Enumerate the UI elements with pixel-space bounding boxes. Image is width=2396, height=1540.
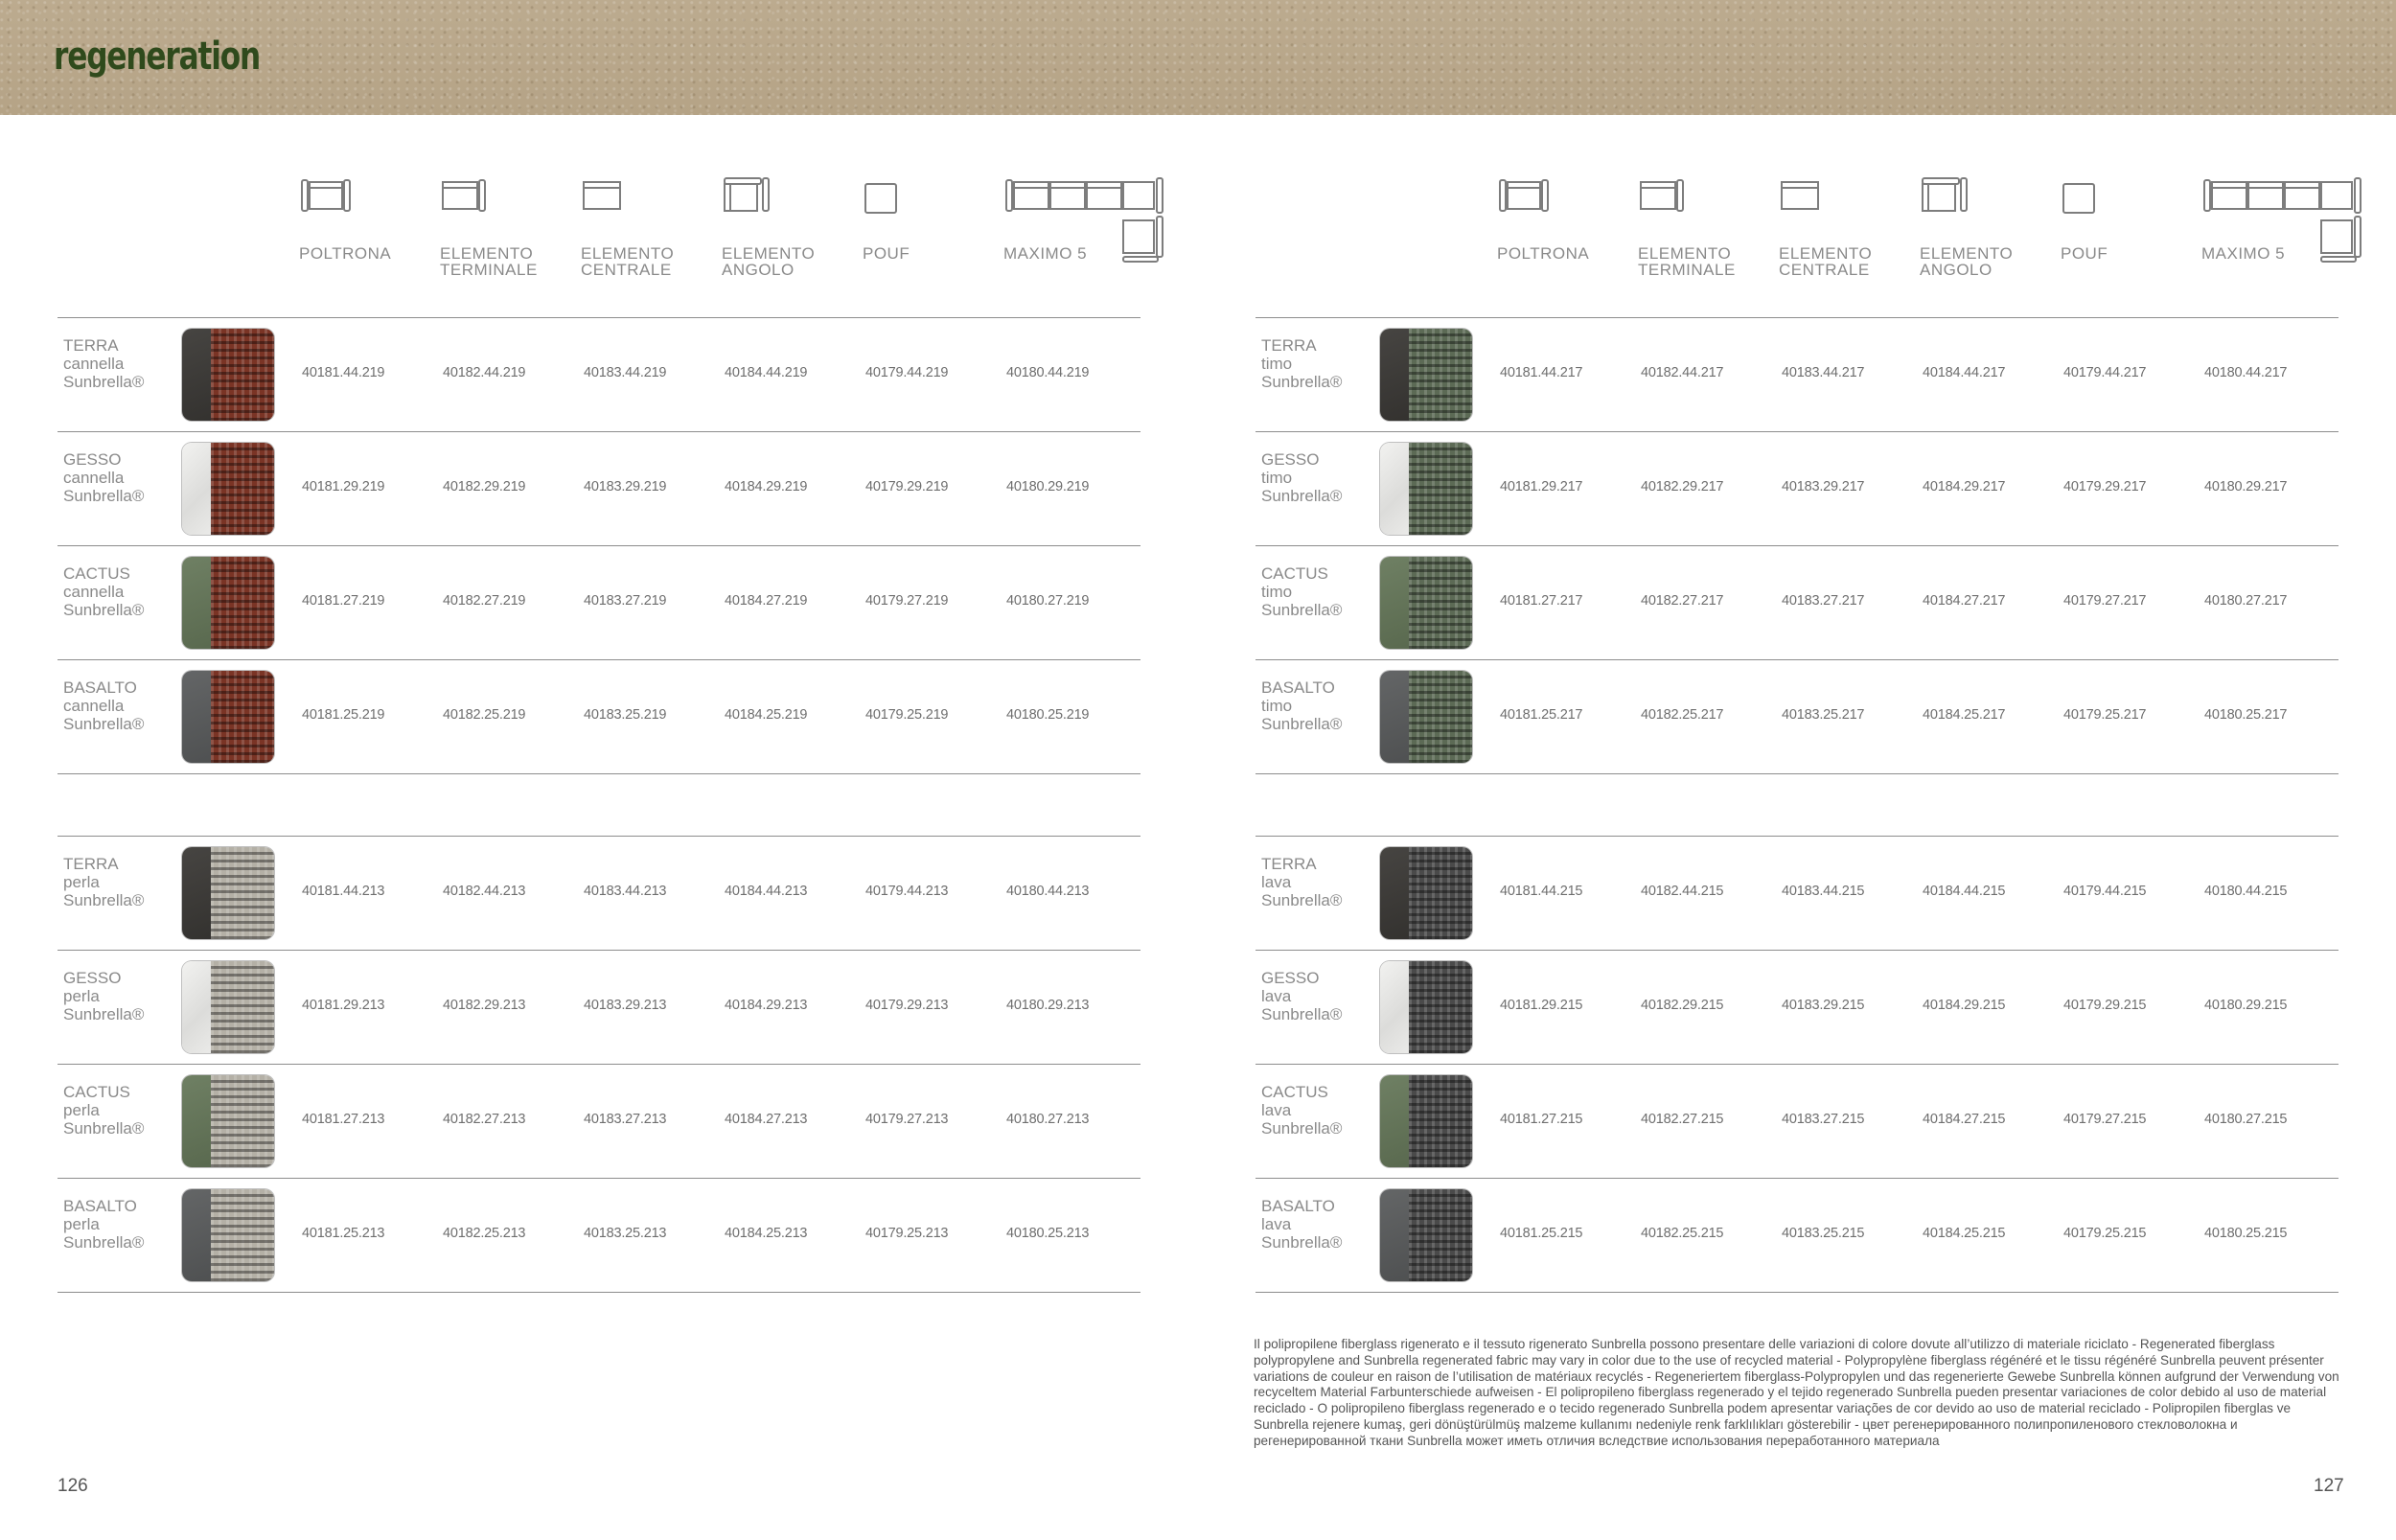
finish-name xyxy=(1261,678,1342,733)
column-headers xyxy=(58,172,1140,307)
finish-brand-label: Sunbrella® xyxy=(63,1005,145,1023)
product-code-terminale: 40182.25.215 xyxy=(1641,1226,1724,1241)
maximo-5-icon xyxy=(2201,172,2336,226)
finish-name xyxy=(63,1197,144,1252)
finish-name xyxy=(1261,336,1342,391)
finish-name xyxy=(63,450,144,505)
product-code-maximo: 40180.27.213 xyxy=(1006,1112,1090,1127)
product-code-poltrona: 40181.44.213 xyxy=(302,884,385,899)
product-code-maximo: 40180.29.213 xyxy=(1006,998,1090,1013)
finish-swatch xyxy=(182,329,274,421)
product-code-pouf: 40179.27.215 xyxy=(2063,1112,2147,1127)
product-code-pouf: 40179.27.219 xyxy=(865,593,949,609)
finish-fabric-label: perla xyxy=(63,873,100,891)
finish-frame-label: CACTUS xyxy=(63,1083,130,1101)
finish-frame-label: BASALTO xyxy=(1261,678,1335,697)
table-row xyxy=(58,950,1140,1064)
frame-color-sample xyxy=(182,1075,211,1167)
frame-color-sample xyxy=(1380,961,1409,1053)
finish-name xyxy=(1261,1083,1342,1138)
column-header-centrale xyxy=(581,172,715,279)
product-code-maximo: 40180.27.215 xyxy=(2204,1112,2288,1127)
row-divider xyxy=(1256,773,2338,774)
finish-fabric-label: cannella xyxy=(63,583,125,601)
finish-fabric-label: timo xyxy=(1261,355,1293,373)
finish-swatch xyxy=(1380,671,1472,763)
product-code-terminale: 40182.29.219 xyxy=(443,479,526,494)
product-code-terminale: 40182.27.213 xyxy=(443,1112,526,1127)
product-code-pouf: 40179.27.213 xyxy=(865,1112,949,1127)
table-row xyxy=(58,836,1140,950)
product-code-angolo: 40184.25.215 xyxy=(1923,1226,2006,1241)
central-element-icon xyxy=(1779,172,1913,226)
table-row xyxy=(58,659,1140,773)
finish-name xyxy=(1261,855,1342,909)
product-code-poltrona: 40181.29.217 xyxy=(1500,479,1583,494)
frame-color-sample xyxy=(182,847,211,939)
table-row xyxy=(1256,950,2338,1064)
fabric-color-sample xyxy=(1409,671,1472,763)
product-code-centrale: 40183.25.219 xyxy=(584,707,667,723)
finish-name xyxy=(63,564,144,619)
finish-fabric-label: timo xyxy=(1261,469,1293,487)
product-code-centrale: 40183.44.219 xyxy=(584,365,667,380)
finish-swatch xyxy=(1380,557,1472,649)
column-header-poltrona xyxy=(1497,172,1631,263)
product-code-centrale: 40183.29.215 xyxy=(1782,998,1865,1013)
product-code-terminale: 40182.29.217 xyxy=(1641,479,1724,494)
product-code-angolo: 40184.44.217 xyxy=(1923,365,2006,380)
table-row xyxy=(58,1064,1140,1178)
product-code-centrale: 40183.29.219 xyxy=(584,479,667,494)
column-label: POUF xyxy=(863,244,910,263)
product-code-maximo: 40180.27.217 xyxy=(2204,593,2288,609)
product-code-terminale: 40182.27.219 xyxy=(443,593,526,609)
end-element-icon xyxy=(1638,172,1772,226)
pouf-icon xyxy=(2061,172,2195,226)
finish-frame-label: CACTUS xyxy=(1261,564,1328,583)
finish-frame-label: BASALTO xyxy=(1261,1197,1335,1215)
product-code-terminale: 40182.29.213 xyxy=(443,998,526,1013)
product-code-maximo: 40180.44.219 xyxy=(1006,365,1090,380)
column-header-centrale xyxy=(1779,172,1913,279)
fabric-color-sample xyxy=(211,1075,274,1167)
finish-name xyxy=(1261,564,1342,619)
product-code-pouf: 40179.27.217 xyxy=(2063,593,2147,609)
finish-swatch xyxy=(1380,329,1472,421)
fabric-color-sample xyxy=(1409,443,1472,535)
corner-element-icon xyxy=(722,172,856,226)
finish-frame-label: TERRA xyxy=(1261,336,1317,355)
finish-fabric-label: perla xyxy=(63,987,100,1005)
product-code-pouf: 40179.29.219 xyxy=(865,479,949,494)
product-code-angolo: 40184.29.213 xyxy=(725,998,808,1013)
product-code-maximo: 40180.29.219 xyxy=(1006,479,1090,494)
product-code-centrale: 40183.27.213 xyxy=(584,1112,667,1127)
armchair-icon xyxy=(299,172,433,226)
product-code-pouf: 40179.44.215 xyxy=(2063,884,2147,899)
end-element-icon xyxy=(440,172,574,226)
fabric-color-sample xyxy=(211,961,274,1053)
finish-name xyxy=(1261,450,1342,505)
finish-brand-label: Sunbrella® xyxy=(1261,1005,1343,1023)
fabric-color-sample xyxy=(211,443,274,535)
row-divider xyxy=(1256,1292,2338,1293)
column-label: ELEMENTO ANGOLO xyxy=(722,244,816,279)
product-code-maximo: 40180.29.215 xyxy=(2204,998,2288,1013)
brand-logo: regeneration xyxy=(54,34,261,79)
frame-color-sample xyxy=(182,671,211,763)
product-code-angolo: 40184.25.213 xyxy=(725,1226,808,1241)
finish-brand-label: Sunbrella® xyxy=(1261,715,1343,733)
product-code-pouf: 40179.25.215 xyxy=(2063,1226,2147,1241)
column-label: MAXIMO 5 xyxy=(2201,244,2286,263)
product-code-poltrona: 40181.29.215 xyxy=(1500,998,1583,1013)
product-code-poltrona: 40181.27.215 xyxy=(1500,1112,1583,1127)
finish-frame-label: CACTUS xyxy=(63,564,130,583)
finish-frame-label: GESSO xyxy=(1261,969,1320,987)
product-code-maximo: 40180.25.213 xyxy=(1006,1226,1090,1241)
disclaimer-text: Il polipropilene fiberglass rigenerato e il tessuto rigenerato Sunbrella possono presentare delle variazioni di colore dovute all’utilizzo di materiale riciclato - Regenerated fiberglass polypropylene and Sunbrella regenerated fabric may vary in color due to the use of recycled material - Polypropylène fiberglass régénéré et le tissu régénéré Sunbrella peuvent présenter variations de couleur en raison de l’utilisation de matériaux recyclés - Regeneriertem fiberglass-Polypropylen und das regenerierte Gewebe Sunbrella können aufgrund der Verwendung von recyceltem Material Farbunterschiede aufweisen - El polipropileno fiberglass regenerado y el tejido regenerado Sunbrella pueden presentar variaciones de color debido al uso de material reciclado - O polipropileno fiberglass regenerado e o tecido regenerado Sunbrella podem apresentar variações de cor devido ao uso de material reciclado - Polipropilen fiberglas ve Sunbrella rejenere kumaş, geri dönüştürülmüş malzeme kullanımı nedeniyle renk farklılıkları gösterebilir - цвет регенерированного полипропиленового стекловолокна и регенерированной ткани Sunbrella может иметь отличия вследствие использования переработанного материала xyxy=(1254,1337,2339,1448)
column-header-angolo xyxy=(722,172,856,279)
finish-fabric-label: lava xyxy=(1261,873,1292,891)
finish-frame-label: CACTUS xyxy=(1261,1083,1328,1101)
product-code-pouf: 40179.44.217 xyxy=(2063,365,2147,380)
product-code-poltrona: 40181.44.215 xyxy=(1500,884,1583,899)
finish-name xyxy=(63,678,144,733)
product-code-centrale: 40183.44.217 xyxy=(1782,365,1865,380)
frame-color-sample xyxy=(1380,329,1409,421)
table-row xyxy=(1256,1178,2338,1292)
column-header-pouf xyxy=(863,172,997,263)
product-code-poltrona: 40181.25.215 xyxy=(1500,1226,1583,1241)
column-headers xyxy=(1256,172,2338,307)
corner-element-icon xyxy=(1920,172,2054,226)
finish-fabric-label: lava xyxy=(1261,987,1292,1005)
product-code-centrale: 40183.44.215 xyxy=(1782,884,1865,899)
finish-swatch xyxy=(1380,1075,1472,1167)
row-divider xyxy=(58,1292,1140,1293)
finish-brand-label: Sunbrella® xyxy=(1261,373,1343,391)
product-code-angolo: 40184.29.215 xyxy=(1923,998,2006,1013)
product-code-angolo: 40184.27.219 xyxy=(725,593,808,609)
product-code-angolo: 40184.25.217 xyxy=(1923,707,2006,723)
product-code-angolo: 40184.29.219 xyxy=(725,479,808,494)
table-row xyxy=(1256,1064,2338,1178)
product-code-pouf: 40179.29.217 xyxy=(2063,479,2147,494)
product-code-poltrona: 40181.27.219 xyxy=(302,593,385,609)
column-label: POUF xyxy=(2061,244,2108,263)
frame-color-sample xyxy=(1380,557,1409,649)
row-divider xyxy=(58,773,1140,774)
column-header-terminale xyxy=(1638,172,1772,279)
product-code-maximo: 40180.29.217 xyxy=(2204,479,2288,494)
product-code-maximo: 40180.25.215 xyxy=(2204,1226,2288,1241)
column-label: POLTRONA xyxy=(299,244,392,263)
finish-swatch xyxy=(1380,443,1472,535)
finish-name xyxy=(1261,1197,1342,1252)
product-code-pouf: 40179.25.217 xyxy=(2063,707,2147,723)
finish-name xyxy=(63,336,144,391)
finish-brand-label: Sunbrella® xyxy=(1261,1119,1343,1138)
product-code-pouf: 40179.25.213 xyxy=(865,1226,949,1241)
finish-brand-label: Sunbrella® xyxy=(1261,487,1343,505)
frame-color-sample xyxy=(182,443,211,535)
product-code-terminale: 40182.25.217 xyxy=(1641,707,1724,723)
finish-swatch xyxy=(182,961,274,1053)
frame-color-sample xyxy=(182,961,211,1053)
column-header-terminale xyxy=(440,172,574,279)
column-header-maximo xyxy=(2201,172,2336,263)
fabric-color-sample xyxy=(211,1189,274,1281)
column-label: ELEMENTO ANGOLO xyxy=(1920,244,2014,279)
fabric-color-sample xyxy=(211,557,274,649)
column-header-poltrona xyxy=(299,172,433,263)
product-code-maximo: 40180.44.213 xyxy=(1006,884,1090,899)
product-code-poltrona: 40181.44.217 xyxy=(1500,365,1583,380)
finish-frame-label: GESSO xyxy=(63,450,122,469)
finish-swatch xyxy=(182,443,274,535)
page-number-left: 126 xyxy=(58,1476,88,1496)
finish-fabric-label: cannella xyxy=(63,469,125,487)
table-row xyxy=(58,545,1140,659)
product-code-centrale: 40183.27.219 xyxy=(584,593,667,609)
product-code-angolo: 40184.27.215 xyxy=(1923,1112,2006,1127)
fabric-color-sample xyxy=(1409,961,1472,1053)
finish-fabric-label: timo xyxy=(1261,697,1293,715)
product-code-terminale: 40182.27.217 xyxy=(1641,593,1724,609)
fabric-color-sample xyxy=(211,847,274,939)
column-label: ELEMENTO CENTRALE xyxy=(581,244,675,279)
finish-frame-label: TERRA xyxy=(63,336,119,355)
finish-frame-label: GESSO xyxy=(63,969,122,987)
finish-swatch xyxy=(182,671,274,763)
product-code-pouf: 40179.29.213 xyxy=(865,998,949,1013)
fabric-color-sample xyxy=(1409,557,1472,649)
product-code-terminale: 40182.44.215 xyxy=(1641,884,1724,899)
frame-color-sample xyxy=(1380,847,1409,939)
fabric-color-sample xyxy=(211,329,274,421)
finish-frame-label: GESSO xyxy=(1261,450,1320,469)
product-code-angolo: 40184.44.213 xyxy=(725,884,808,899)
frame-color-sample xyxy=(182,329,211,421)
product-code-terminale: 40182.44.217 xyxy=(1641,365,1724,380)
product-code-angolo: 40184.29.217 xyxy=(1923,479,2006,494)
product-code-poltrona: 40181.27.217 xyxy=(1500,593,1583,609)
finish-fabric-label: lava xyxy=(1261,1215,1292,1233)
product-code-maximo: 40180.44.215 xyxy=(2204,884,2288,899)
product-code-poltrona: 40181.29.213 xyxy=(302,998,385,1013)
central-element-icon xyxy=(581,172,715,226)
column-header-maximo xyxy=(1003,172,1138,263)
product-code-maximo: 40180.25.219 xyxy=(1006,707,1090,723)
finish-name xyxy=(63,855,144,909)
product-code-angolo: 40184.27.213 xyxy=(725,1112,808,1127)
finish-frame-label: BASALTO xyxy=(63,678,137,697)
column-label: ELEMENTO CENTRALE xyxy=(1779,244,1873,279)
finish-brand-label: Sunbrella® xyxy=(63,891,145,909)
finish-fabric-label: cannella xyxy=(63,355,125,373)
product-code-terminale: 40182.25.213 xyxy=(443,1226,526,1241)
frame-color-sample xyxy=(1380,671,1409,763)
product-code-pouf: 40179.25.219 xyxy=(865,707,949,723)
finish-brand-label: Sunbrella® xyxy=(63,601,145,619)
finish-brand-label: Sunbrella® xyxy=(1261,1233,1343,1252)
table-row xyxy=(58,1178,1140,1292)
product-code-centrale: 40183.25.213 xyxy=(584,1226,667,1241)
frame-color-sample xyxy=(1380,1189,1409,1281)
product-code-maximo: 40180.27.219 xyxy=(1006,593,1090,609)
product-code-poltrona: 40181.27.213 xyxy=(302,1112,385,1127)
finish-name xyxy=(63,1083,144,1138)
table-row xyxy=(58,317,1140,431)
table-row xyxy=(58,431,1140,545)
fabric-color-sample xyxy=(1409,847,1472,939)
column-label: POLTRONA xyxy=(1497,244,1590,263)
product-code-poltrona: 40181.25.217 xyxy=(1500,707,1583,723)
fabric-color-sample xyxy=(1409,329,1472,421)
product-code-angolo: 40184.27.217 xyxy=(1923,593,2006,609)
product-code-terminale: 40182.25.219 xyxy=(443,707,526,723)
finish-swatch xyxy=(1380,847,1472,939)
table-row xyxy=(1256,659,2338,773)
frame-color-sample xyxy=(182,1189,211,1281)
finish-brand-label: Sunbrella® xyxy=(1261,891,1343,909)
fabric-color-sample xyxy=(211,671,274,763)
product-code-centrale: 40183.25.217 xyxy=(1782,707,1865,723)
finish-swatch xyxy=(1380,961,1472,1053)
product-code-pouf: 40179.44.213 xyxy=(865,884,949,899)
finish-swatch xyxy=(1380,1189,1472,1281)
frame-color-sample xyxy=(1380,443,1409,535)
product-code-centrale: 40183.29.213 xyxy=(584,998,667,1013)
column-label: ELEMENTO TERMINALE xyxy=(440,244,538,279)
product-code-poltrona: 40181.29.219 xyxy=(302,479,385,494)
product-code-angolo: 40184.44.215 xyxy=(1923,884,2006,899)
product-code-angolo: 40184.44.219 xyxy=(725,365,808,380)
pouf-icon xyxy=(863,172,997,226)
product-code-maximo: 40180.25.217 xyxy=(2204,707,2288,723)
finish-fabric-label: perla xyxy=(63,1215,100,1233)
product-code-pouf: 40179.29.215 xyxy=(2063,998,2147,1013)
finish-brand-label: Sunbrella® xyxy=(1261,601,1343,619)
column-label: MAXIMO 5 xyxy=(1003,244,1088,263)
finish-fabric-label: timo xyxy=(1261,583,1293,601)
finish-fabric-label: perla xyxy=(63,1101,100,1119)
finish-swatch xyxy=(182,1189,274,1281)
column-label: ELEMENTO TERMINALE xyxy=(1638,244,1736,279)
finish-brand-label: Sunbrella® xyxy=(63,1119,145,1138)
maximo-5-icon xyxy=(1003,172,1138,226)
finish-frame-label: TERRA xyxy=(63,855,119,873)
header-banner xyxy=(0,0,2396,115)
finish-brand-label: Sunbrella® xyxy=(63,1233,145,1252)
product-code-centrale: 40183.25.215 xyxy=(1782,1226,1865,1241)
finish-swatch xyxy=(182,1075,274,1167)
product-code-terminale: 40182.44.219 xyxy=(443,365,526,380)
fabric-color-sample xyxy=(1409,1189,1472,1281)
product-code-terminale: 40182.29.215 xyxy=(1641,998,1724,1013)
table-row xyxy=(1256,545,2338,659)
finish-brand-label: Sunbrella® xyxy=(63,715,145,733)
frame-color-sample xyxy=(1380,1075,1409,1167)
product-code-terminale: 40182.27.215 xyxy=(1641,1112,1724,1127)
frame-color-sample xyxy=(182,557,211,649)
finish-swatch xyxy=(182,557,274,649)
product-code-angolo: 40184.25.219 xyxy=(725,707,808,723)
table-row xyxy=(1256,836,2338,950)
column-header-angolo xyxy=(1920,172,2054,279)
page-number-right: 127 xyxy=(2314,1476,2344,1496)
product-code-poltrona: 40181.25.219 xyxy=(302,707,385,723)
finish-fabric-label: lava xyxy=(1261,1101,1292,1119)
table-row xyxy=(1256,431,2338,545)
product-code-centrale: 40183.44.213 xyxy=(584,884,667,899)
column-header-pouf xyxy=(2061,172,2195,263)
finish-brand-label: Sunbrella® xyxy=(63,373,145,391)
finish-brand-label: Sunbrella® xyxy=(63,487,145,505)
finish-frame-label: TERRA xyxy=(1261,855,1317,873)
finish-name xyxy=(1261,969,1342,1023)
product-code-maximo: 40180.44.217 xyxy=(2204,365,2288,380)
finish-fabric-label: cannella xyxy=(63,697,125,715)
armchair-icon xyxy=(1497,172,1631,226)
product-code-poltrona: 40181.44.219 xyxy=(302,365,385,380)
product-code-centrale: 40183.29.217 xyxy=(1782,479,1865,494)
finish-frame-label: BASALTO xyxy=(63,1197,137,1215)
finish-swatch xyxy=(182,847,274,939)
product-code-poltrona: 40181.25.213 xyxy=(302,1226,385,1241)
product-code-pouf: 40179.44.219 xyxy=(865,365,949,380)
product-code-centrale: 40183.27.215 xyxy=(1782,1112,1865,1127)
product-code-terminale: 40182.44.213 xyxy=(443,884,526,899)
fabric-color-sample xyxy=(1409,1075,1472,1167)
finish-name xyxy=(63,969,144,1023)
product-code-centrale: 40183.27.217 xyxy=(1782,593,1865,609)
table-row xyxy=(1256,317,2338,431)
